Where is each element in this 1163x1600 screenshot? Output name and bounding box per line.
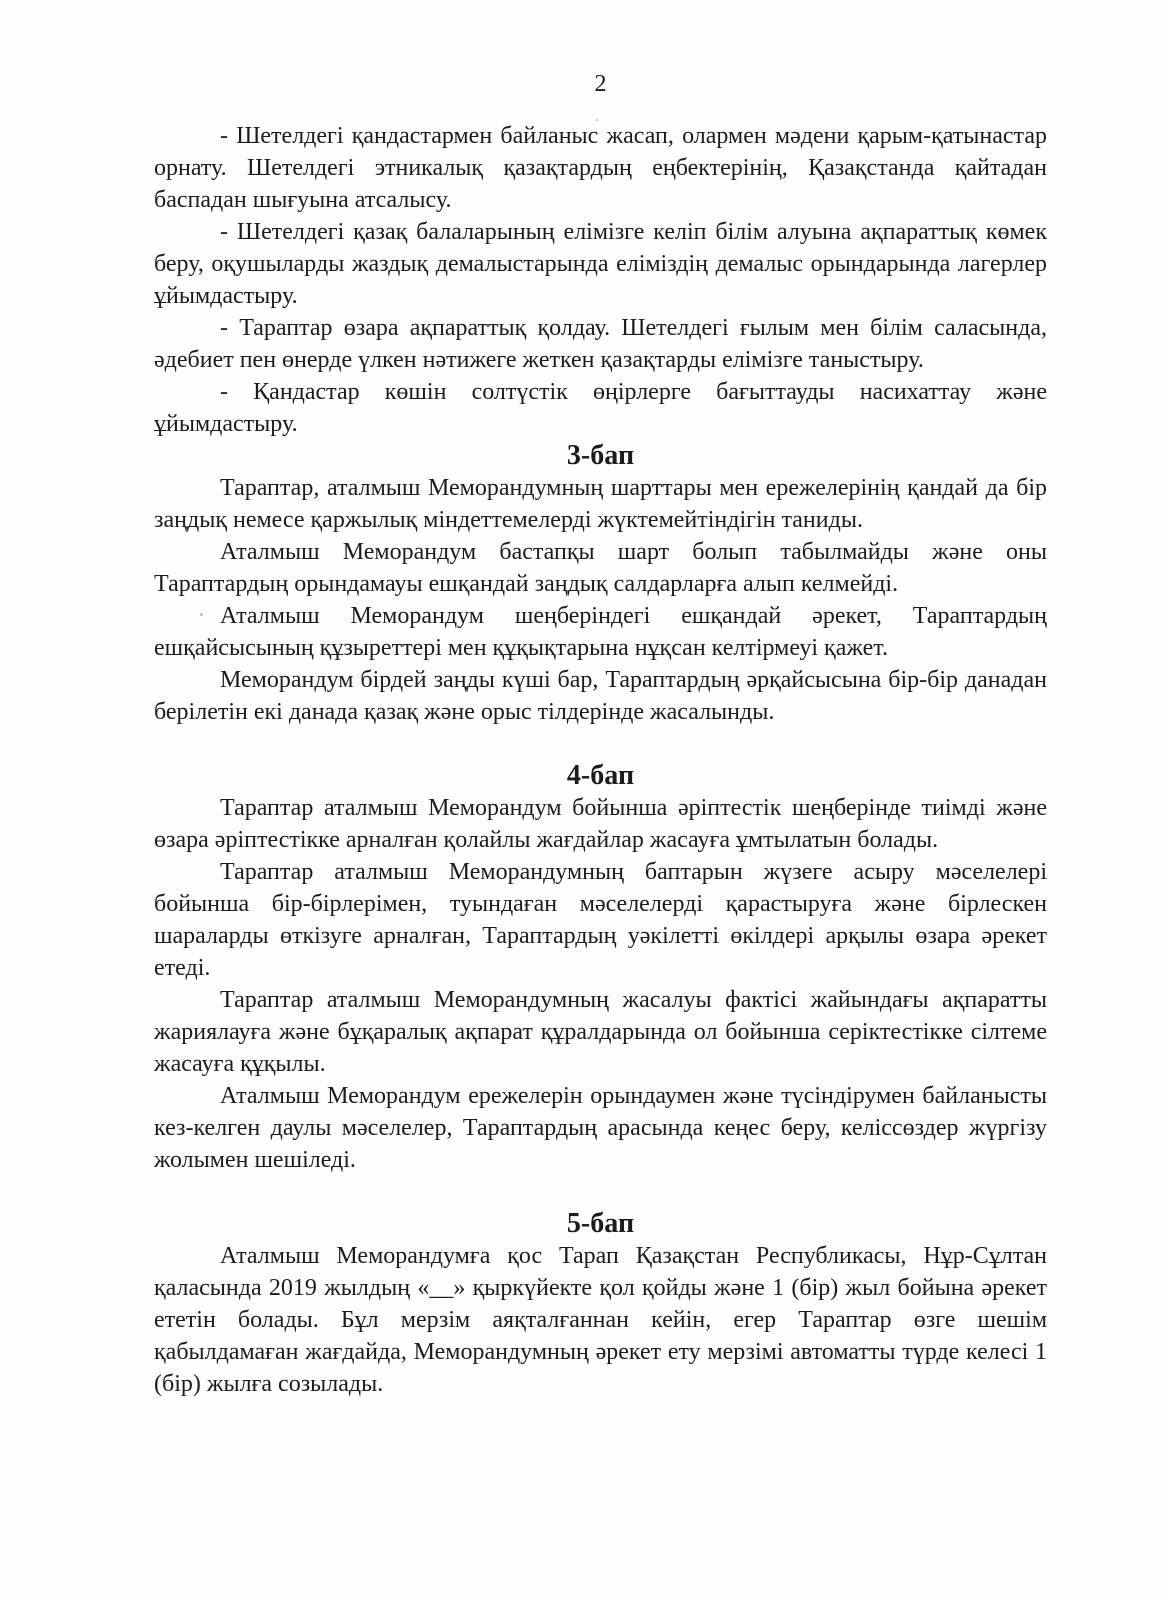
paragraph: Тараптар, аталмыш Меморандумның шарттары мен ережелерінің қандай да бір заңдық немесе қаржылық міндеттемелерді жүктемейтіндігін таниды.	[154, 475, 1047, 533]
paragraph: Тараптар аталмыш Меморандумның баптарын жүзеге асыру мәселелері бойынша бір-бірлерімен, туындаған мәселелерді қарастыруға және бірлескен шараларды өткізуге арналған, Тараптардың уәкілетті өкілдері арқылы өзара әрекет етеді.	[154, 859, 1047, 981]
paragraph: Аталмыш Меморандум ережелерін орындаумен және түсіндірумен байланысты кез-келген даулы мәселелер, Тараптардың арасында кеңес беру, келіссөздер жүргізу жолымен шешіледі.	[154, 1083, 1047, 1173]
document-body	[154, 58, 1047, 1400]
paragraph: - Қандастар көшін солтүстік өңірлерге бағыттауды насихаттау және ұйымдастыру.	[154, 379, 1047, 437]
spacer	[154, 1176, 1047, 1208]
spacer	[154, 728, 1047, 760]
paragraph: Меморандум бірдей заңды күші бар, Тараптардың әрқайсысына бір-бір данадан берілетін екі данада қазақ және орыс тілдерінде жасалынды.	[154, 667, 1047, 725]
paragraph: - Тараптар өзара ақпараттық қолдау. Шетелдегі ғылым мен білім саласында, әдебиет пен өнерде үлкен нәтижеге жеткен қазақтарды елімізге таныстыру.	[154, 315, 1047, 373]
paragraph: - Шетелдегі қазақ балаларының елімізге келіп білім алуына ақпараттық көмек беру, оқушыларды жаздық демалыстарында еліміздің демалыс орындарында лагерлер ұйымдастыру.	[154, 219, 1047, 309]
paragraph: Аталмыш Меморандум бастапқы шарт болып табылмайды және оны Тараптардың орындамауы ешқандай заңдық салдарларға алып келмейді.	[154, 539, 1047, 597]
paragraph: - Шетелдегі қандастармен байланыс жасап, олармен мәдени қарым-қатынастар орнату. Шетелдегі этникалық қазақтардың еңбектерінің, Қазақстанда қайтадан баспадан шығуына атсалысу.	[154, 123, 1047, 213]
paragraph: Аталмыш Меморандум шеңберіндегі ешқандай әрекет, Тараптардың ешқайсысының құзыреттері мен құқықтарына нұқсан келтірмеуі қажет.	[154, 603, 1047, 661]
paragraph: Тараптар аталмыш Меморандум бойынша әріптестік шеңберінде тиімді және өзара әріптестікке арналған қолайлы жағдайлар жасауға ұмтылатын болады.	[154, 795, 1047, 853]
paragraph: Аталмыш Меморандумға қос Тарап Қазақстан Республикасы, Нұр-Сұлтан қаласында 2019 жылдың «__» қыркүйекте қол қойды және 1 (бір) жыл бойына әрекет ететін болады. Бұл мерзім аяқталғаннан кейін, егер Тараптар өзге шешім қабылдамаған жағдайда, Меморандумның әрекет ету мерзімі автоматты түрде келесі 1 (бір) жылға созылады.	[154, 1243, 1047, 1397]
section-heading-5: 5-бап	[566, 1208, 635, 1239]
paragraph: Тараптар аталмыш Меморандумның жасалуы фактісі жайындағы ақпаратты жариялауға және бұқаралық ақпарат құралдарында ол бойынша серіктестікке сілтеме жасауға құқылы.	[154, 987, 1047, 1077]
section-heading-4: 4-бап	[566, 760, 635, 791]
page-number: 2	[594, 71, 607, 97]
section-heading-3: 3-бап	[566, 440, 635, 471]
